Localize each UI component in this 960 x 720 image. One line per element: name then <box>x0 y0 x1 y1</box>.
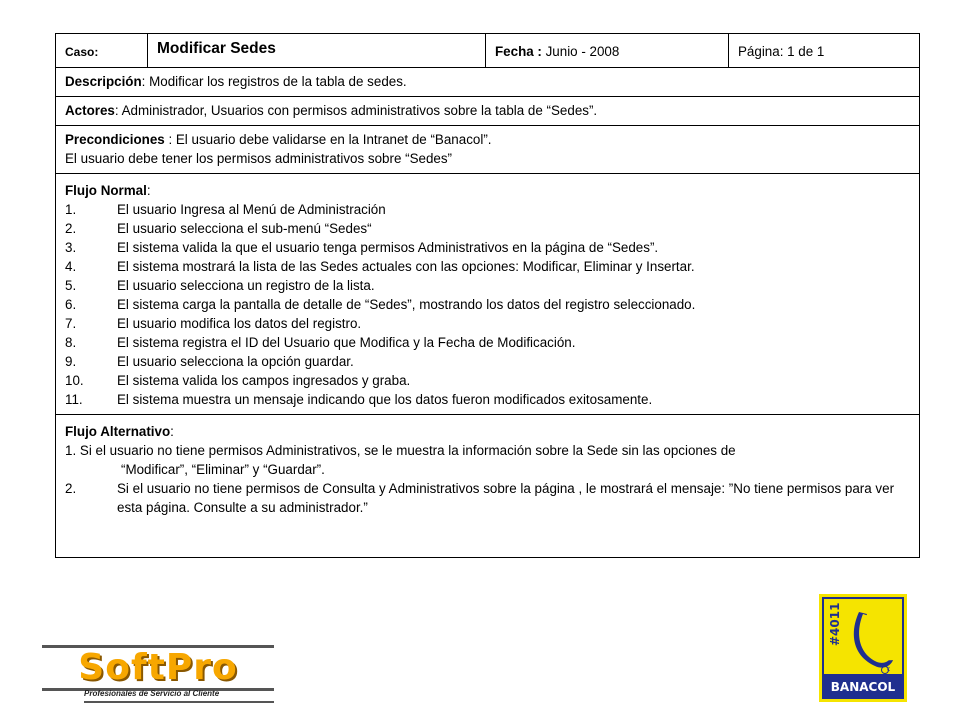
caso-value: Modificar Sedes <box>148 34 486 68</box>
step-item <box>65 390 910 409</box>
banacol-wordmark: BANACOL <box>830 680 896 694</box>
actores-label: Actores <box>65 103 115 118</box>
step-number: 3. <box>65 240 77 255</box>
softpro-wordmark: SoftPro <box>42 645 274 691</box>
step-number: 6. <box>65 297 77 312</box>
actores-row <box>56 97 920 126</box>
alt1-line2: “Modificar”, “Eliminar” y “Guardar”. <box>121 462 325 477</box>
step-text: El usuario modifica los datos del registro. <box>117 316 362 331</box>
flujo-normal-colon: : <box>146 183 151 198</box>
descripcion-text: : Modificar los registros de la tabla de sedes. <box>141 74 407 89</box>
step-text: El usuario selecciona un registro de la lista. <box>117 278 375 293</box>
step-number: 8. <box>65 335 77 350</box>
softpro-logo <box>42 645 277 707</box>
flujo-alternativo-colon: : <box>170 424 174 439</box>
flujo-normal-label: Flujo Normal <box>65 183 147 198</box>
flujo-normal-row <box>56 174 920 415</box>
step-number: 1. <box>65 202 77 217</box>
fecha-label: Fecha : <box>495 44 542 59</box>
softpro-tagline: Profesionales de Servicio al Cliente <box>84 689 220 698</box>
step-text: El usuario Ingresa al Menú de Administración <box>117 202 386 217</box>
step-item <box>65 257 910 276</box>
step-item <box>65 238 910 257</box>
actores-text: : Administrador, Usuarios con permisos administrativos sobre la tabla de “Sedes”. <box>114 103 598 118</box>
flujo-alternativo-cell <box>56 415 920 558</box>
step-item <box>65 276 910 295</box>
step-text: El sistema valida los campos ingresados y graba. <box>117 373 411 388</box>
banacol-logo <box>819 594 907 702</box>
step-item <box>65 314 910 333</box>
step-text: El sistema muestra un mensaje indicando que los datos fueron modificados exitosamente. <box>117 392 653 407</box>
caso-label: Caso: <box>56 34 148 68</box>
step-number: 11. <box>65 392 83 407</box>
descripcion-row <box>56 68 920 97</box>
precondiciones-line1: : El usuario debe validarse en la Intranet de “Banacol”. <box>164 132 492 147</box>
step-number: 7. <box>65 316 77 331</box>
precondiciones-label: Precondiciones <box>65 132 165 147</box>
step-item <box>65 352 910 371</box>
flujo-alternativo-row <box>56 415 920 558</box>
step-number: 4. <box>65 259 77 274</box>
step-item <box>65 295 910 314</box>
banacol-number: #4011 <box>828 602 842 646</box>
flujo-normal-steps <box>65 200 910 409</box>
step-text: El sistema carga la pantalla de detalle de “Sedes”, mostrando los datos del registro seleccionado. <box>117 297 696 312</box>
step-number: 9. <box>65 354 77 369</box>
header-row <box>56 34 920 68</box>
banacol-mark: c <box>887 666 891 673</box>
precondiciones-line2: El usuario debe tener los permisos administrativos sobre “Sedes” <box>65 151 453 166</box>
flujo-normal-cell <box>56 174 920 415</box>
alt2-item <box>65 479 910 517</box>
precondiciones-cell <box>56 126 920 174</box>
step-item <box>65 200 910 219</box>
fecha-value: Junio - 2008 <box>541 44 620 59</box>
step-number: 10. <box>65 373 84 388</box>
alt2-text: Si el usuario no tiene permisos de Consulta y Administrativos sobre la página , le mostrará el mensaje: ”No tiene permisos para ver esta página. Consulte a su administrador.” <box>117 481 895 515</box>
banana-icon <box>819 594 907 702</box>
softpro-rule <box>84 701 274 703</box>
descripcion-label: Descripción <box>65 74 142 89</box>
descripcion-cell <box>56 68 920 97</box>
alt1-line1: 1. Si el usuario no tiene permisos Administrativos, se le muestra la información sobre la Sede sin las opciones de <box>65 443 736 458</box>
alt2-number: 2. <box>65 481 77 496</box>
step-text: El usuario selecciona el sub-menú “Sedes“ <box>117 221 372 236</box>
use-case-table <box>55 33 920 558</box>
step-text: El sistema valida la que el usuario tenga permisos Administrativos en la página de “Sedes”. <box>117 240 659 255</box>
step-text: El sistema mostrará la lista de las Sedes actuales con las opciones: Modificar, Eliminar y Insertar. <box>117 259 695 274</box>
step-item <box>65 371 910 390</box>
step-item <box>65 219 910 238</box>
step-text: El usuario selecciona la opción guardar. <box>117 354 354 369</box>
step-item <box>65 333 910 352</box>
flujo-alternativo-label: Flujo Alternativo <box>65 424 171 439</box>
actores-cell <box>56 97 920 126</box>
pagina-cell: Página: 1 de 1 <box>729 34 920 68</box>
step-number: 2. <box>65 221 77 236</box>
fecha-cell <box>486 34 729 68</box>
step-number: 5. <box>65 278 77 293</box>
step-text: El sistema registra el ID del Usuario que Modifica y la Fecha de Modificación. <box>117 335 576 350</box>
precondiciones-row <box>56 126 920 174</box>
